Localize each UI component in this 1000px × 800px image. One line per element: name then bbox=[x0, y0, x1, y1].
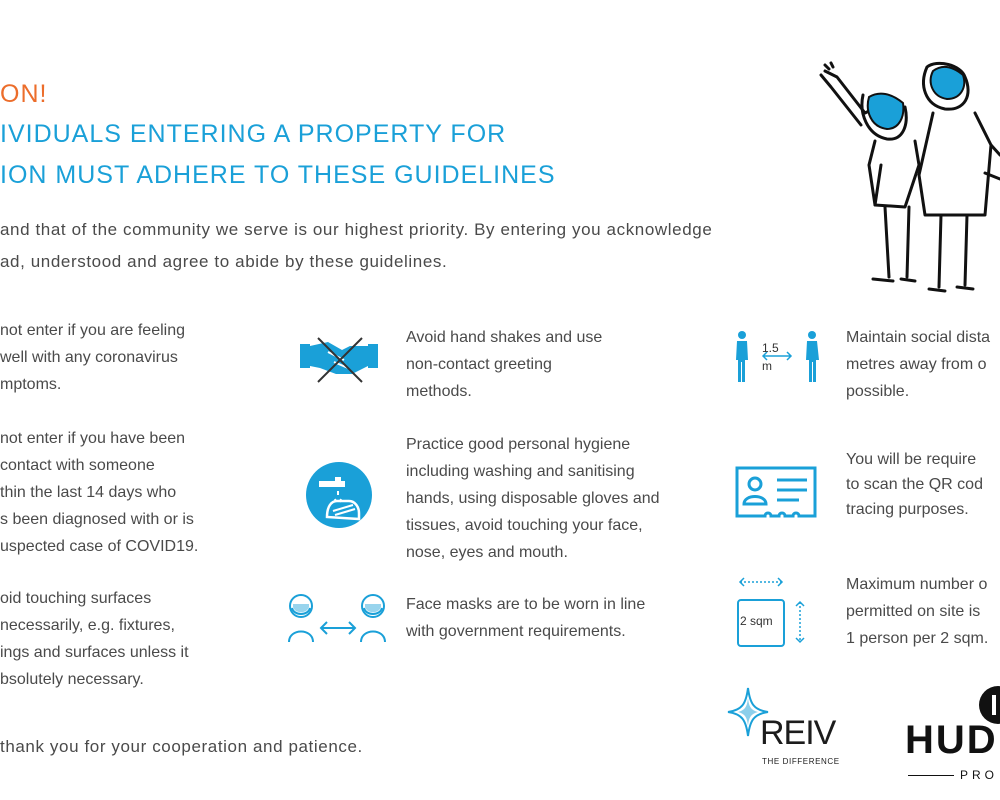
guideline-distance-line: possible. bbox=[846, 383, 910, 400]
guideline-capacity-line: Maximum number o bbox=[846, 576, 988, 593]
guideline-qr bbox=[846, 447, 983, 522]
guideline-unwell-line: mptoms. bbox=[0, 376, 62, 393]
guideline-unwell-line: well with any coronavirus bbox=[0, 349, 178, 366]
guideline-capacity-line: permitted on site is bbox=[846, 603, 981, 620]
guideline-hygiene-line: hands, using disposable gloves and bbox=[406, 490, 660, 507]
guideline-contact-line: not enter if you have been bbox=[0, 430, 186, 447]
guideline-handshake bbox=[406, 324, 602, 405]
reiv-tagline: THE DIFFERENCE bbox=[762, 757, 840, 766]
guideline-contact bbox=[0, 425, 198, 560]
guideline-unwell bbox=[0, 317, 185, 398]
heading-line-1: IVIDUALS ENTERING A PROPERTY FOR bbox=[0, 120, 507, 148]
masked-people-illustration bbox=[815, 55, 1000, 295]
distance-label-unit: m bbox=[762, 359, 772, 373]
guideline-contact-line: s been diagnosed with or is bbox=[0, 511, 194, 528]
guideline-surfaces-line: oid touching surfaces bbox=[0, 590, 152, 607]
guideline-masks bbox=[406, 591, 645, 645]
capacity-label: 2 sqm bbox=[740, 614, 773, 628]
guideline-surfaces-line: bsolutely necessary. bbox=[0, 671, 144, 688]
area-capacity-icon bbox=[736, 572, 812, 648]
reiv-logo: REIV bbox=[760, 714, 836, 752]
guideline-masks-line: with government requirements. bbox=[406, 623, 626, 640]
hudson-logo: HUD bbox=[905, 718, 998, 762]
guideline-hygiene-line: nose, eyes and mouth. bbox=[406, 544, 568, 561]
guideline-handshake-line: non-contact greeting bbox=[406, 356, 552, 373]
heading-line-2: ION MUST ADHERE TO THESE GUIDELINES bbox=[0, 161, 556, 189]
hudson-rule bbox=[908, 775, 954, 776]
id-card-icon bbox=[735, 466, 817, 518]
guideline-distance-line: metres away from o bbox=[846, 356, 987, 373]
guideline-handshake-line: methods. bbox=[406, 383, 472, 400]
face-mask-icon bbox=[285, 590, 391, 644]
intro-line-2: ad, understood and agree to abide by these guidelines. bbox=[0, 252, 448, 271]
intro-line-1: and that of the community we serve is our highest priority. By entering you acknowledge bbox=[0, 220, 713, 239]
distance-label-value: 1.5 bbox=[762, 341, 779, 355]
hudson-sub: PRO bbox=[960, 768, 999, 782]
hand-washing-icon bbox=[305, 461, 373, 529]
no-handshake-icon bbox=[300, 334, 378, 386]
guideline-qr-line: tracing purposes. bbox=[846, 501, 969, 518]
guideline-surfaces-line: ings and surfaces unless it bbox=[0, 644, 189, 661]
guideline-qr-line: to scan the QR cod bbox=[846, 476, 983, 493]
guideline-surfaces-line: necessarily, e.g. fixtures, bbox=[0, 617, 175, 634]
guideline-hygiene-line: tissues, avoid touching your face, bbox=[406, 517, 643, 534]
guideline-distance-line: Maintain social dista bbox=[846, 329, 991, 346]
guideline-contact-line: contact with someone bbox=[0, 457, 155, 474]
guideline-hygiene-line: including washing and sanitising bbox=[406, 463, 635, 480]
guideline-qr-line: You will be require bbox=[846, 451, 977, 468]
guideline-hygiene-line: Practice good personal hygiene bbox=[406, 436, 631, 453]
guideline-hygiene bbox=[406, 431, 660, 566]
thanks-message: thank you for your cooperation and patience. bbox=[0, 737, 363, 756]
alert-heading: ON! bbox=[0, 80, 48, 108]
guideline-surfaces bbox=[0, 585, 189, 693]
guideline-contact-line: uspected case of COVID19. bbox=[0, 538, 199, 555]
guideline-unwell-line: not enter if you are feeling bbox=[0, 322, 186, 339]
guideline-handshake-line: Avoid hand shakes and use bbox=[406, 329, 603, 346]
guideline-distance bbox=[846, 324, 990, 405]
distance-label bbox=[762, 342, 779, 372]
guideline-contact-line: thin the last 14 days who bbox=[0, 484, 177, 501]
guideline-capacity bbox=[846, 571, 988, 652]
guideline-masks-line: Face masks are to be worn in line bbox=[406, 596, 646, 613]
guideline-capacity-line: 1 person per 2 sqm. bbox=[846, 630, 989, 647]
